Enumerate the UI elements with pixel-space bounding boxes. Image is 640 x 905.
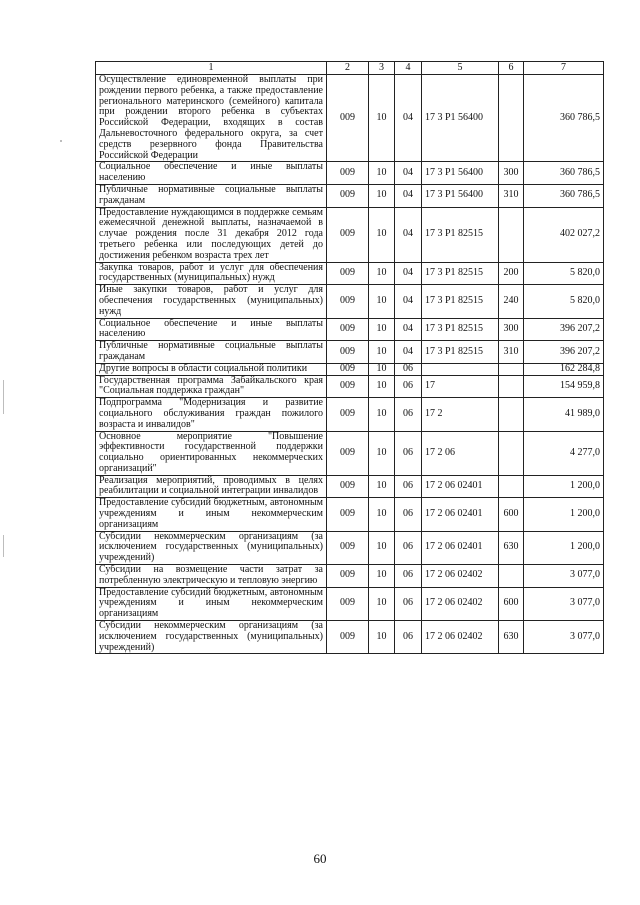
section-cell: 10: [369, 398, 395, 431]
item-name-cell: Подпрограмма "Модернизация и развитие социального обслуживания граждан пожилого возраста и инвалидов": [96, 398, 327, 431]
target-article-cell: 17 3 P1 56400: [422, 184, 499, 207]
subsection-cell: 04: [395, 285, 422, 318]
expense-type-cell: 630: [499, 621, 524, 654]
section-cell: 10: [369, 75, 395, 162]
amount-cell: 396 207,2: [524, 341, 604, 364]
ministry-code-cell: 009: [327, 621, 369, 654]
ministry-code-cell: 009: [327, 475, 369, 498]
subsection-cell: 06: [395, 375, 422, 398]
section-cell: 10: [369, 207, 395, 262]
expense-type-cell: [499, 207, 524, 262]
item-name-cell: Основное мероприятие "Повышение эффективности государственной поддержки социально ориентированных некоммерческих организаций": [96, 431, 327, 475]
item-name-cell: Предоставление субсидий бюджетным, автономным учреждениям и иным некоммерческим организациям: [96, 587, 327, 620]
item-name-cell: Иные закупки товаров, работ и услуг для обеспечения государственных (муниципальных) нужд: [96, 285, 327, 318]
column-header: 5: [422, 62, 499, 75]
subsection-cell: 06: [395, 398, 422, 431]
ministry-code-cell: 009: [327, 375, 369, 398]
column-header: 2: [327, 62, 369, 75]
item-name-cell: Осуществление единовременной выплаты при рождении первого ребенка, а также предоставление регионального материнского (семейного) капитала при рождении второго ребенка в субъектах Российской Федерации, входящих в состав Дальневосточного федерального округа, за счет средств резервного фонда Правительства Российской Федерации: [96, 75, 327, 162]
table-row: [96, 531, 604, 564]
budget-table: [95, 61, 604, 654]
subsection-cell: 06: [395, 498, 422, 531]
ministry-code-cell: 009: [327, 75, 369, 162]
item-name-cell: Социальное обеспечение и иные выплаты населению: [96, 318, 327, 341]
header-row: [96, 62, 604, 75]
target-article-cell: 17 3 P1 82515: [422, 318, 499, 341]
scan-edge-mark: [60, 140, 62, 142]
subsection-cell: 04: [395, 75, 422, 162]
table-row: [96, 587, 604, 620]
target-article-cell: 17 3 P1 56400: [422, 75, 499, 162]
amount-cell: 360 786,5: [524, 184, 604, 207]
ministry-code-cell: 009: [327, 184, 369, 207]
amount-cell: 5 820,0: [524, 285, 604, 318]
table-row: [96, 375, 604, 398]
table-row: [96, 184, 604, 207]
item-name-cell: Другие вопросы в области социальной политики: [96, 363, 327, 375]
item-name-cell: Субсидии на возмещение части затрат за потребленную электрическую и тепловую энергию: [96, 565, 327, 588]
table-row: [96, 475, 604, 498]
column-header: 4: [395, 62, 422, 75]
item-name-cell: Публичные нормативные социальные выплаты гражданам: [96, 341, 327, 364]
ministry-code-cell: 009: [327, 363, 369, 375]
table-row: [96, 318, 604, 341]
subsection-cell: 04: [395, 162, 422, 185]
target-article-cell: 17 2 06 02402: [422, 621, 499, 654]
section-cell: 10: [369, 318, 395, 341]
ministry-code-cell: 009: [327, 531, 369, 564]
ministry-code-cell: 009: [327, 565, 369, 588]
section-cell: 10: [369, 363, 395, 375]
item-name-cell: Публичные нормативные социальные выплаты гражданам: [96, 184, 327, 207]
subsection-cell: 06: [395, 475, 422, 498]
target-article-cell: 17 2 06 02402: [422, 565, 499, 588]
item-name-cell: Закупка товаров, работ и услуг для обеспечения государственных (муниципальных) нужд: [96, 262, 327, 285]
table-row: [96, 565, 604, 588]
amount-cell: 3 077,0: [524, 587, 604, 620]
column-header: 6: [499, 62, 524, 75]
table-row: [96, 621, 604, 654]
column-header: 7: [524, 62, 604, 75]
amount-cell: 360 786,5: [524, 162, 604, 185]
subsection-cell: 04: [395, 207, 422, 262]
target-article-cell: 17 2: [422, 398, 499, 431]
target-article-cell: 17 2 06 02401: [422, 531, 499, 564]
subsection-cell: 04: [395, 341, 422, 364]
expense-type-cell: [499, 375, 524, 398]
ministry-code-cell: 009: [327, 398, 369, 431]
amount-cell: 360 786,5: [524, 75, 604, 162]
expense-type-cell: 630: [499, 531, 524, 564]
ministry-code-cell: 009: [327, 587, 369, 620]
ministry-code-cell: 009: [327, 162, 369, 185]
section-cell: 10: [369, 531, 395, 564]
subsection-cell: 04: [395, 318, 422, 341]
item-name-cell: Предоставление субсидий бюджетным, автономным учреждениям и иным некоммерческим организациям: [96, 498, 327, 531]
table-row: [96, 75, 604, 162]
target-article-cell: [422, 363, 499, 375]
expense-type-cell: 310: [499, 341, 524, 364]
section-cell: 10: [369, 475, 395, 498]
ministry-code-cell: 009: [327, 318, 369, 341]
target-article-cell: 17 3 P1 82515: [422, 262, 499, 285]
subsection-cell: 06: [395, 565, 422, 588]
scan-edge-mark: [3, 380, 4, 414]
subsection-cell: 04: [395, 184, 422, 207]
expense-type-cell: 300: [499, 162, 524, 185]
table-row: [96, 431, 604, 475]
subsection-cell: 06: [395, 621, 422, 654]
target-article-cell: 17: [422, 375, 499, 398]
target-article-cell: 17 3 P1 82515: [422, 207, 499, 262]
section-cell: 10: [369, 621, 395, 654]
table-row: [96, 262, 604, 285]
table-row: [96, 162, 604, 185]
subsection-cell: 06: [395, 587, 422, 620]
amount-cell: 5 820,0: [524, 262, 604, 285]
amount-cell: 396 207,2: [524, 318, 604, 341]
expense-type-cell: [499, 75, 524, 162]
section-cell: 10: [369, 285, 395, 318]
ministry-code-cell: 009: [327, 285, 369, 318]
expense-type-cell: 600: [499, 498, 524, 531]
target-article-cell: 17 2 06 02401: [422, 498, 499, 531]
table-row: [96, 207, 604, 262]
amount-cell: 1 200,0: [524, 531, 604, 564]
section-cell: 10: [369, 162, 395, 185]
scan-edge-mark: [3, 535, 4, 557]
page-number: 60: [313, 851, 327, 866]
expense-type-cell: 300: [499, 318, 524, 341]
section-cell: 10: [369, 184, 395, 207]
amount-cell: 162 284,8: [524, 363, 604, 375]
table-row: [96, 341, 604, 364]
subsection-cell: 06: [395, 363, 422, 375]
subsection-cell: 06: [395, 531, 422, 564]
expense-type-cell: [499, 363, 524, 375]
expense-type-cell: 600: [499, 587, 524, 620]
target-article-cell: 17 2 06 02401: [422, 475, 499, 498]
item-name-cell: Социальное обеспечение и иные выплаты населению: [96, 162, 327, 185]
ministry-code-cell: 009: [327, 262, 369, 285]
expense-type-cell: [499, 565, 524, 588]
ministry-code-cell: 009: [327, 207, 369, 262]
amount-cell: 3 077,0: [524, 565, 604, 588]
section-cell: 10: [369, 498, 395, 531]
column-header: 1: [96, 62, 327, 75]
expense-type-cell: 240: [499, 285, 524, 318]
table-row: [96, 363, 604, 375]
subsection-cell: 06: [395, 431, 422, 475]
expense-type-cell: [499, 475, 524, 498]
ministry-code-cell: 009: [327, 498, 369, 531]
section-cell: 10: [369, 431, 395, 475]
amount-cell: 1 200,0: [524, 475, 604, 498]
expense-type-cell: 200: [499, 262, 524, 285]
amount-cell: 402 027,2: [524, 207, 604, 262]
amount-cell: 154 959,8: [524, 375, 604, 398]
column-header: 3: [369, 62, 395, 75]
section-cell: 10: [369, 262, 395, 285]
target-article-cell: 17 2 06 02402: [422, 587, 499, 620]
amount-cell: 4 277,0: [524, 431, 604, 475]
amount-cell: 1 200,0: [524, 498, 604, 531]
target-article-cell: 17 3 P1 82515: [422, 285, 499, 318]
item-name-cell: Предоставление нуждающимся в поддержке семьям ежемесячной денежной выплаты, назначаемой в случае рождения после 31 декабря 2012 года третьего ребенка или последующих детей до достижения ребенком возраста трех лет: [96, 207, 327, 262]
target-article-cell: 17 2 06: [422, 431, 499, 475]
ministry-code-cell: 009: [327, 431, 369, 475]
item-name-cell: Субсидии некоммерческим организациям (за исключением государственных (муниципальных) учреждений): [96, 531, 327, 564]
amount-cell: 41 989,0: [524, 398, 604, 431]
subsection-cell: 04: [395, 262, 422, 285]
ministry-code-cell: 009: [327, 341, 369, 364]
item-name-cell: Государственная программа Забайкальского края "Социальная поддержка граждан": [96, 375, 327, 398]
table-row: [96, 398, 604, 431]
section-cell: 10: [369, 565, 395, 588]
expense-type-cell: [499, 431, 524, 475]
item-name-cell: Субсидии некоммерческим организациям (за исключением государственных (муниципальных) учреждений): [96, 621, 327, 654]
target-article-cell: 17 3 P1 82515: [422, 341, 499, 364]
section-cell: 10: [369, 341, 395, 364]
expense-type-cell: 310: [499, 184, 524, 207]
section-cell: 10: [369, 587, 395, 620]
item-name-cell: Реализация мероприятий, проводимых в целях реабилитации и социальной интеграции инвалидов: [96, 475, 327, 498]
table-row: [96, 498, 604, 531]
target-article-cell: 17 3 P1 56400: [422, 162, 499, 185]
table-row: [96, 285, 604, 318]
expense-type-cell: [499, 398, 524, 431]
amount-cell: 3 077,0: [524, 621, 604, 654]
section-cell: 10: [369, 375, 395, 398]
